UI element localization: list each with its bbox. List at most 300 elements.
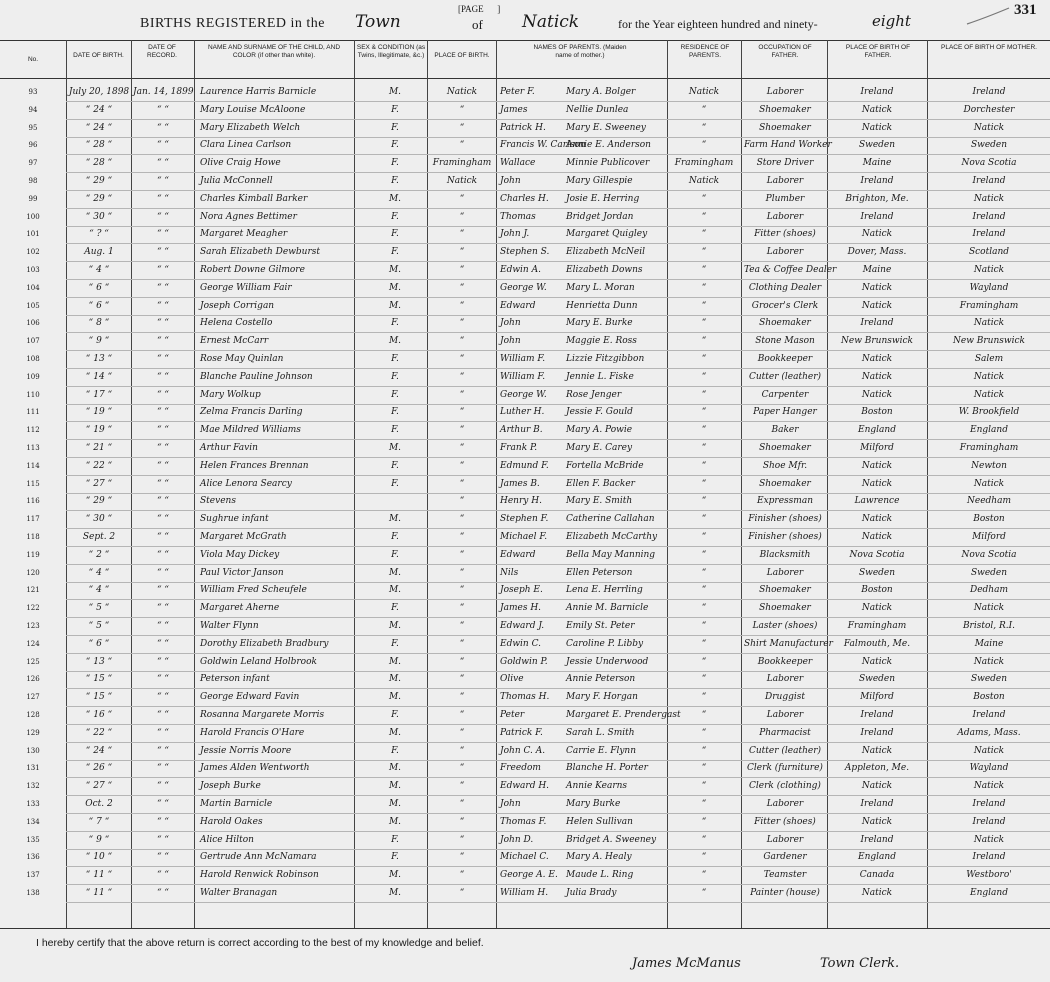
child-name: Jessie Norris Moore (200, 745, 292, 756)
date-of-record: “ “ (156, 122, 170, 133)
residence: “ (701, 460, 707, 471)
father-birthplace: Ireland (860, 318, 894, 329)
date-of-birth: “ 4 “ (88, 265, 110, 275)
sex-condition: M. (388, 781, 402, 792)
father-occupation: Stone Mason (755, 336, 815, 347)
child-name: Stevens (200, 496, 236, 507)
entry-number: 111 (26, 408, 40, 417)
residence: “ (701, 567, 707, 578)
col-header-place-of-birth: PLACE OF BIRTH. (434, 52, 490, 59)
mother-name: Elizabeth Downs (566, 265, 643, 275)
father-birthplace: Boston (861, 585, 893, 596)
sex-condition: M. (388, 282, 402, 293)
father-birthplace: England (858, 425, 896, 436)
place-of-birth: “ (459, 834, 465, 845)
place-of-birth: “ (459, 656, 465, 667)
mother-birthplace: Natick (973, 265, 1005, 275)
father-birthplace: Natick (861, 656, 893, 667)
mother-name: Blanche H. Porter (566, 763, 648, 774)
child-name: James Alden Wentworth (200, 763, 310, 774)
residence: “ (701, 870, 707, 881)
father-name: John (500, 176, 521, 186)
mother-name: Ellen Peterson (566, 567, 633, 578)
col-header-date-of-birth: DATE OF BIRTH. (73, 52, 124, 59)
residence: “ (701, 799, 707, 809)
father-occupation: Gardener (763, 852, 807, 863)
sex-condition: M. (388, 816, 402, 827)
mother-birthplace: Natick (973, 478, 1005, 489)
entry-number: 125 (26, 657, 40, 666)
mother-birthplace: Wayland (969, 282, 1009, 293)
father-name: Michael F. (500, 532, 548, 542)
father-name: Michael C. (500, 852, 549, 863)
table-row (0, 191, 1050, 209)
page-number: 331 (1014, 2, 1037, 18)
residence: “ (701, 104, 707, 115)
sex-condition: F. (391, 140, 399, 151)
pencil-mark (965, 4, 1013, 28)
sex-condition: F. (391, 318, 399, 329)
sex-condition: M. (388, 585, 402, 596)
col-header-date-of-record: DATE OF RECORD. (147, 44, 177, 59)
table-row (0, 689, 1050, 707)
child-name: Zelma Francis Darling (200, 407, 303, 418)
sex-condition (370, 493, 420, 511)
table-bottom-border (0, 928, 1050, 929)
mother-birthplace: Ireland (972, 816, 1006, 827)
father-birthplace: Natick (861, 371, 893, 382)
father-birthplace: Ireland (860, 176, 894, 186)
mother-birthplace: Natick (973, 603, 1005, 614)
date-of-record: “ “ (156, 656, 170, 667)
mother-name: Caroline P. Libby (566, 638, 644, 649)
father-occupation: Fitter (shoes) (754, 816, 816, 827)
father-birthplace: Dover, Mass. (847, 247, 907, 258)
father-occupation: Finisher (shoes) (748, 532, 822, 542)
date-of-record: “ “ (156, 710, 170, 720)
table-row (0, 422, 1050, 440)
mother-birthplace: Natick (973, 834, 1005, 845)
child-name: Harold Francis O'Hare (200, 727, 305, 738)
father-occupation: Laborer (766, 567, 804, 578)
page-label-close: ] (497, 4, 501, 14)
entry-number: 95 (28, 123, 38, 132)
sex-condition: F. (391, 549, 399, 560)
sex-condition: F. (391, 211, 399, 222)
place-of-birth: “ (459, 799, 465, 809)
date-of-birth: “ 11 “ (85, 870, 113, 881)
residence: “ (701, 407, 707, 418)
mother-birthplace: Natick (973, 122, 1005, 133)
date-of-record: “ “ (156, 336, 170, 347)
father-birthplace: Natick (861, 514, 893, 525)
place-of-birth: “ (459, 514, 465, 525)
year-suffix: eight (872, 12, 911, 30)
date-of-birth: “ 26 “ (85, 763, 113, 774)
residence: “ (701, 140, 707, 151)
date-of-record: “ “ (156, 852, 170, 863)
table-row (0, 226, 1050, 244)
entry-number: 103 (26, 266, 40, 274)
child-name: Blanche Pauline Johnson (200, 371, 313, 382)
father-occupation: Shoemaker (759, 585, 811, 596)
mother-birthplace: Scotland (968, 247, 1010, 258)
father-birthplace: Framingham (847, 621, 907, 631)
entry-number: 94 (28, 105, 38, 114)
father-name: Edward (500, 549, 536, 560)
entry-number: 102 (26, 248, 40, 257)
mother-name: Annie M. Barnicle (566, 603, 649, 614)
father-occupation: Store Driver (756, 158, 814, 169)
residence: “ (701, 549, 707, 560)
father-occupation: Laborer (766, 87, 804, 97)
entry-number: 137 (26, 871, 40, 880)
date-of-record: Jan. 14, 1899 (133, 87, 194, 97)
sex-condition: F. (391, 532, 399, 542)
child-name: Helen Frances Brennan (200, 460, 309, 471)
entry-number: 93 (28, 88, 38, 96)
sex-condition: F. (391, 389, 399, 400)
header-bottom-border (0, 78, 1050, 79)
father-birthplace: Natick (861, 888, 893, 898)
child-name: Mae Mildred Williams (200, 425, 301, 436)
place-of-birth: Natick (446, 87, 478, 97)
child-name: Alice Hilton (200, 834, 254, 845)
mother-name: Jessie F. Gould (566, 407, 633, 418)
entry-number: 135 (26, 835, 40, 844)
sex-condition: F. (391, 229, 399, 240)
child-name: Arthur Favin (200, 443, 258, 453)
place-of-birth: “ (459, 781, 465, 792)
child-name: Olive Craig Howe (200, 158, 281, 169)
sex-condition: F. (391, 407, 399, 418)
father-birthplace: Natick (861, 745, 893, 756)
entry-number: 131 (26, 764, 40, 773)
place-of-birth: “ (459, 478, 465, 489)
date-of-birth: “ 7 “ (88, 816, 110, 827)
father-birthplace: Natick (861, 389, 893, 400)
date-of-birth: “ 4 “ (88, 585, 110, 596)
mother-birthplace: Bristol, R.I. (962, 621, 1016, 631)
place-of-birth: “ (459, 193, 465, 204)
mother-name: Lizzie Fitzgibbon (566, 354, 645, 364)
date-of-birth: “ 19 “ (85, 407, 113, 418)
date-of-birth: “ 14 “ (85, 371, 113, 382)
entry-number: 97 (28, 159, 38, 168)
col-header-no: No. (27, 56, 39, 63)
table-row (0, 298, 1050, 316)
date-of-record: “ “ (156, 104, 170, 115)
table-row (0, 458, 1050, 476)
child-name: Sarah Elizabeth Dewburst (200, 247, 320, 258)
table-row (0, 582, 1050, 600)
sex-condition: M. (388, 656, 402, 667)
father-occupation: Laborer (766, 710, 804, 720)
date-of-record: “ “ (156, 282, 170, 293)
residence: “ (701, 763, 707, 774)
mother-name: Julia Brady (566, 888, 617, 898)
mother-name: Lena E. Herrling (566, 585, 643, 596)
father-birthplace: Natick (861, 603, 893, 614)
date-of-record: “ “ (156, 318, 170, 329)
father-name: Frank P. (500, 443, 538, 453)
town-word: Town (355, 12, 401, 32)
father-occupation: Finisher (shoes) (748, 514, 822, 525)
mother-birthplace: Natick (973, 389, 1005, 400)
sex-condition: M. (388, 265, 402, 275)
sex-condition: F. (391, 852, 399, 863)
child-name: George William Fair (200, 282, 292, 293)
date-of-record: “ “ (156, 265, 170, 275)
place-of-birth: “ (459, 852, 465, 863)
child-name: George Edward Favin (200, 692, 300, 703)
place-of-birth: “ (459, 763, 465, 774)
entry-number: 100 (26, 212, 40, 221)
father-occupation: Paper Hanger (753, 407, 817, 418)
entry-number: 126 (26, 675, 40, 684)
page-label-open: [PAGE (458, 4, 484, 14)
father-occupation: Expressman (757, 496, 813, 507)
table-row (0, 778, 1050, 796)
sex-condition: F. (391, 478, 399, 489)
date-of-record: “ “ (156, 176, 170, 186)
entry-number: 128 (26, 711, 40, 719)
mother-name: Margaret Quigley (566, 229, 648, 240)
place-of-birth: Natick (446, 176, 478, 186)
date-of-record: “ “ (156, 834, 170, 845)
mother-name: Josie E. Herring (566, 193, 640, 204)
table-row (0, 867, 1050, 885)
mother-name: Mary A. Healy (566, 852, 632, 863)
sex-condition: M. (388, 300, 402, 311)
residence: “ (701, 781, 707, 792)
father-occupation: Grocer's Clerk (751, 300, 819, 311)
father-birthplace: Sweden (858, 567, 896, 578)
father-name: Nils (500, 567, 519, 578)
father-birthplace: Natick (861, 478, 893, 489)
mother-birthplace: Ireland (972, 176, 1006, 186)
sex-condition: M. (388, 621, 402, 631)
mother-name: Maude L. Ring (566, 870, 634, 881)
date-of-birth: Aug. 1 (84, 247, 114, 258)
date-of-birth: “ 6 “ (88, 638, 110, 649)
place-of-birth: “ (459, 354, 465, 364)
mother-name: Sarah L. Smith (566, 727, 635, 738)
entry-number: 133 (26, 800, 40, 808)
residence: “ (701, 852, 707, 863)
mother-birthplace: New Brunswick (953, 336, 1025, 347)
residence: “ (701, 888, 707, 898)
father-name: John (500, 318, 521, 329)
date-of-birth: “ 17 “ (85, 389, 113, 400)
table-row (0, 209, 1050, 227)
place-of-birth: “ (459, 460, 465, 471)
place-of-birth: “ (459, 674, 465, 685)
place-of-birth: “ (459, 888, 465, 898)
father-birthplace: Ireland (860, 834, 894, 845)
child-name: Mary Elizabeth Welch (200, 122, 301, 133)
father-occupation: Cutter (leather) (748, 371, 822, 382)
mother-birthplace: Sweden (970, 567, 1008, 578)
father-occupation: Shoemaker (759, 104, 811, 115)
place-of-birth: “ (459, 300, 465, 311)
table-row (0, 244, 1050, 262)
table-row (0, 885, 1050, 903)
date-of-birth: “ 6 “ (88, 282, 110, 293)
place-of-birth: “ (459, 585, 465, 596)
father-birthplace: Ireland (860, 710, 894, 720)
date-of-birth: “ 13 “ (85, 656, 113, 667)
entry-number: 104 (26, 283, 40, 292)
child-name: Clara Linea Carlson (200, 140, 292, 151)
mother-birthplace: Wayland (969, 763, 1009, 774)
father-name: Thomas F. (500, 816, 547, 827)
entry-number: 138 (26, 889, 40, 897)
father-occupation: Clerk (furniture) (747, 763, 823, 774)
date-of-birth: Oct. 2 (85, 799, 113, 809)
mother-birthplace: Maine (974, 638, 1004, 649)
mother-name: Annie E. Anderson (566, 140, 651, 151)
father-name: John J. (500, 229, 530, 240)
entry-number: 121 (26, 586, 40, 595)
child-name: William Fred Scheufele (200, 585, 307, 596)
date-of-birth: “ 19 “ (85, 425, 113, 436)
table-row (0, 725, 1050, 743)
table-row (0, 511, 1050, 529)
date-of-birth: “ 11 “ (85, 888, 113, 898)
child-name: Margaret Meagher (200, 229, 288, 240)
sex-condition: M. (388, 763, 402, 774)
child-name: Robert Downe Gilmore (200, 265, 305, 275)
mother-name: Bridget Jordan (566, 211, 634, 222)
father-birthplace: Sweden (858, 674, 896, 685)
residence: “ (701, 532, 707, 542)
date-of-birth: “ 29 “ (85, 496, 113, 507)
residence: “ (701, 300, 707, 311)
father-birthplace: Milford (860, 443, 894, 453)
date-of-birth: “ 28 “ (85, 158, 113, 169)
father-name: James H. (500, 603, 542, 614)
father-name: Edward J. (500, 621, 545, 631)
sex-condition: F. (391, 371, 399, 382)
father-birthplace: Lawrence (854, 496, 900, 507)
clerk-title: Town Clerk. (820, 956, 900, 971)
entry-number: 99 (28, 194, 38, 203)
father-occupation: Bookkeeper (757, 656, 813, 667)
mother-birthplace: Framingham (959, 300, 1019, 311)
child-name: Martin Barnicle (200, 799, 273, 809)
mother-name: Carrie E. Flynn (566, 745, 637, 756)
entry-number: 118 (26, 533, 40, 541)
father-birthplace: Natick (861, 816, 893, 827)
residence: “ (701, 816, 707, 827)
entry-number: 110 (26, 390, 40, 399)
entry-number: 123 (26, 622, 40, 630)
place-of-birth: “ (459, 549, 465, 560)
table-row (0, 743, 1050, 761)
date-of-record: “ “ (156, 674, 170, 685)
residence: “ (701, 265, 707, 275)
place-of-birth: “ (459, 727, 465, 738)
date-of-record: “ “ (156, 532, 170, 542)
table-row (0, 618, 1050, 636)
table-row (0, 84, 1050, 102)
entry-number: 124 (26, 639, 40, 648)
residence: “ (701, 443, 707, 453)
date-of-record: “ “ (156, 514, 170, 525)
date-of-record: “ “ (156, 763, 170, 774)
sex-condition: F. (391, 710, 399, 720)
sex-condition: F. (391, 354, 399, 364)
child-name: Viola May Dickey (200, 549, 280, 560)
entry-number: 132 (26, 782, 40, 791)
father-name: Thomas (500, 211, 536, 222)
table-row (0, 404, 1050, 422)
table-row (0, 369, 1050, 387)
date-of-record: “ “ (156, 407, 170, 418)
date-of-record: “ “ (156, 567, 170, 578)
sex-condition: F. (391, 745, 399, 756)
mother-birthplace: Ireland (972, 799, 1006, 809)
mother-name: Henrietta Dunn (566, 300, 638, 311)
mother-birthplace: Ireland (972, 852, 1006, 863)
date-of-birth: “ 4 “ (88, 567, 110, 578)
mother-name: Nellie Dunlea (566, 104, 629, 115)
mother-birthplace: W. Brookfield (958, 407, 1020, 418)
mother-birthplace: Natick (973, 318, 1005, 329)
table-row (0, 707, 1050, 725)
father-birthplace: Natick (861, 229, 893, 240)
date-of-birth: “ 2 “ (88, 549, 110, 560)
father-name: William F. (500, 354, 546, 364)
child-name: Goldwin Leland Holbrook (200, 656, 317, 667)
sex-condition: M. (388, 674, 402, 685)
sex-condition: M. (388, 799, 402, 809)
table-row (0, 280, 1050, 298)
father-occupation: Painter (house) (750, 888, 820, 898)
father-name: George W. (500, 282, 547, 293)
place-of-birth: “ (459, 265, 465, 275)
child-name: Mary Wolkup (200, 389, 261, 400)
date-of-record: “ “ (156, 478, 170, 489)
father-birthplace: Milford (860, 692, 894, 703)
father-birthplace: Appleton, Me. (844, 763, 910, 774)
date-of-birth: “ 24 “ (85, 745, 113, 756)
sex-condition: M. (388, 336, 402, 347)
mother-name: Bella May Manning (566, 549, 656, 560)
mother-name: Minnie Publicover (566, 158, 650, 169)
child-name: Ernest McCarr (200, 336, 269, 347)
residence: “ (701, 585, 707, 596)
father-name: Goldwin P. (500, 656, 548, 667)
father-occupation: Farm Hand Worker (744, 140, 832, 151)
mother-birthplace: Dorchester (963, 104, 1015, 115)
child-name: Nora Agnes Bettimer (200, 211, 297, 222)
year-phrase: for the Year eighteen hundred and ninety- (618, 17, 818, 31)
father-occupation: Blacksmith (759, 549, 811, 560)
certification-text: I hereby certify that the above return is correct according to the best of my knowledge and belief. (36, 937, 484, 949)
father-occupation: Shoemaker (759, 122, 811, 133)
date-of-birth: “ 5 “ (88, 603, 110, 614)
entry-number: 130 (26, 746, 40, 755)
residence: “ (701, 229, 707, 240)
father-occupation: Baker (771, 425, 799, 436)
father-occupation: Laborer (766, 247, 804, 258)
residence: “ (701, 692, 707, 703)
father-occupation: Laborer (766, 211, 804, 222)
residence: “ (701, 193, 707, 204)
place-of-birth: “ (459, 638, 465, 649)
